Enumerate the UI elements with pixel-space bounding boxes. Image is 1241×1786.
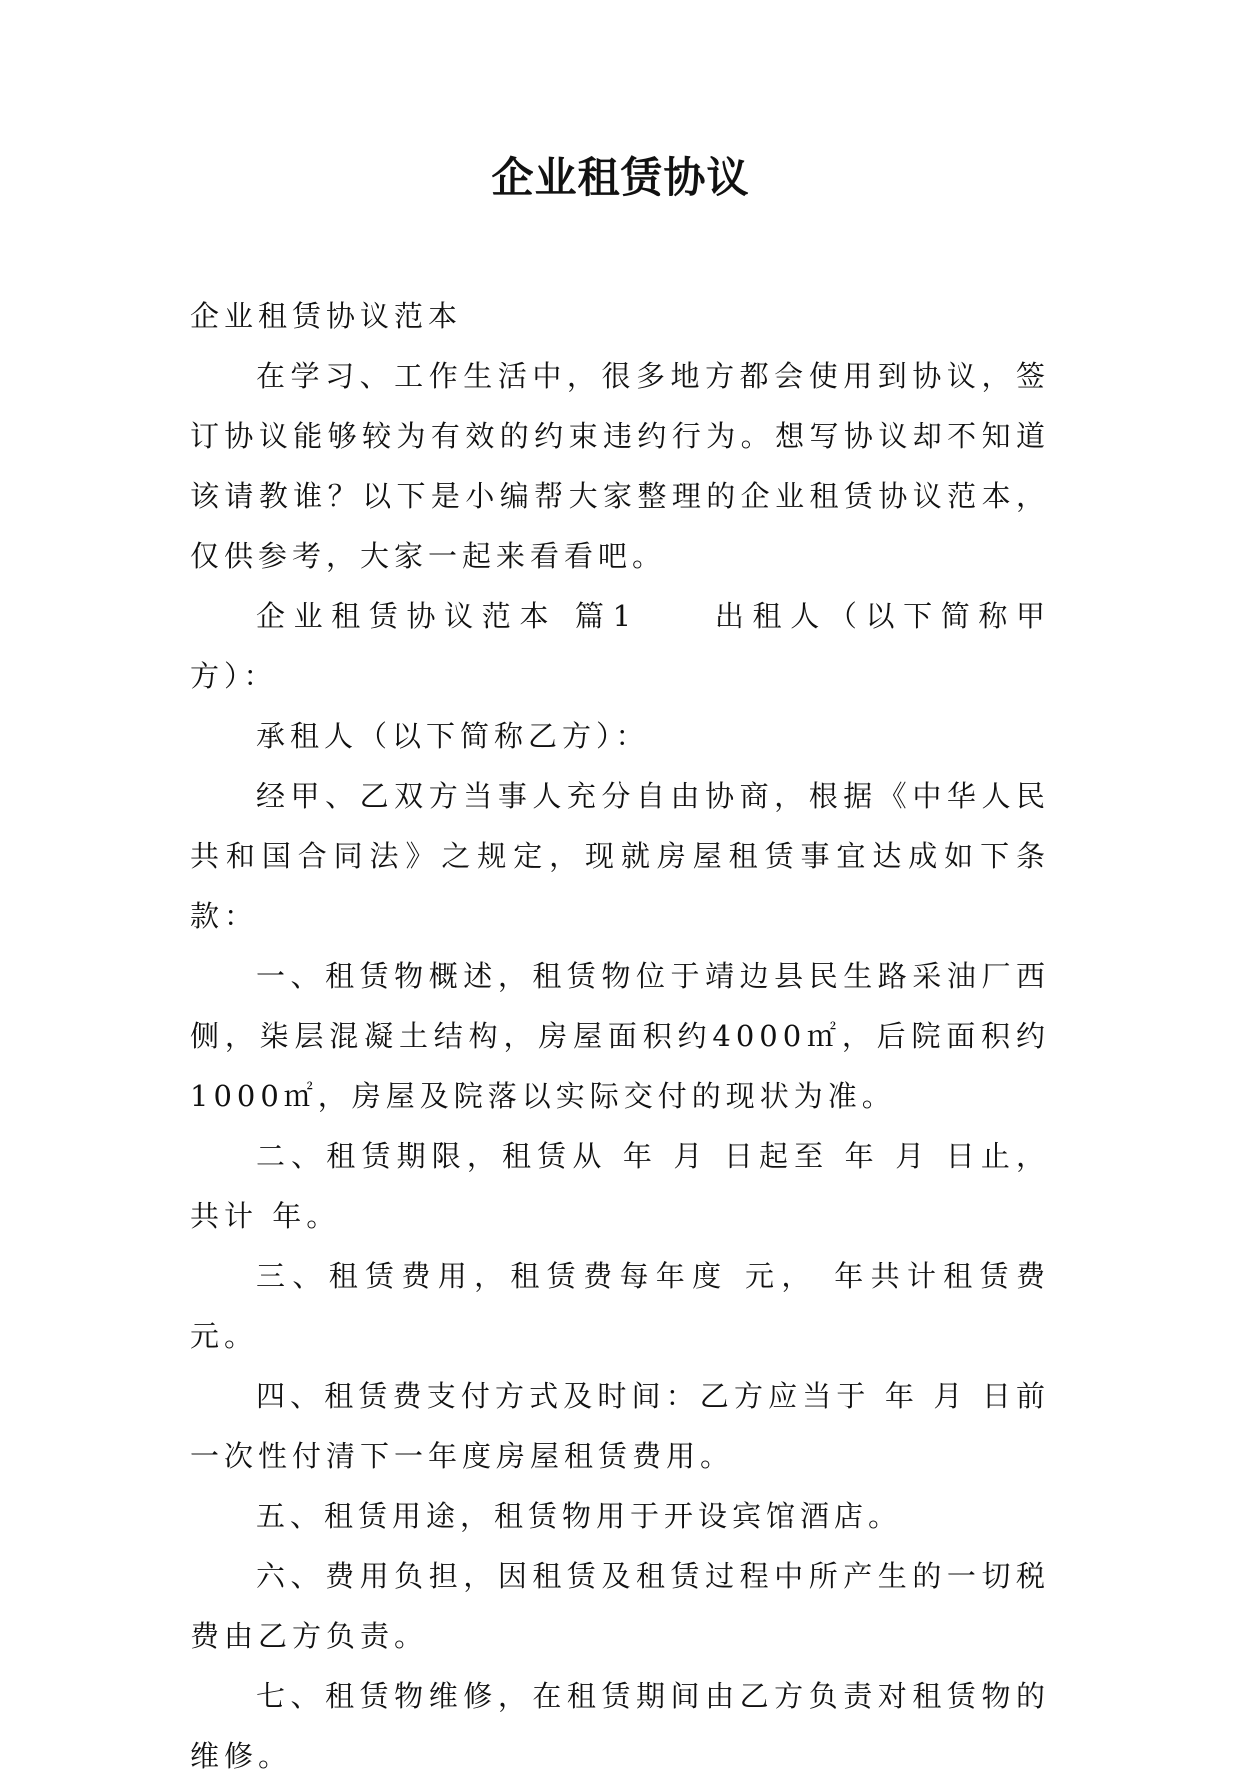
document-body [190, 286, 1050, 1786]
intro-paragraph: 在学习、工作生活中，很多地方都会使用到协议，签订协议能够较为有效的约束违约行为。想写协议却不知道该请教谁？以下是小编帮大家整理的企业租赁协议范本，仅供参考，大家一起来看看吧。 [190, 359, 1050, 573]
subtitle-paragraph: 企业租赁协议范本 [190, 299, 463, 333]
preamble-paragraph: 经甲、乙双方当事人充分自由协商，根据《中华人民共和国合同法》之规定，现就房屋租赁事宜达成如下条款： [190, 779, 1050, 933]
clause-1-paragraph: 一、租赁物概述，租赁物位于靖边县民生路采油厂西侧，柒层混凝土结构，房屋面积约4000㎡，后院面积约1000㎡，房屋及院落以实际交付的现状为准。 [190, 959, 1050, 1113]
clause-6-paragraph: 六、费用负担，因租赁及租赁过程中所产生的一切税费由乙方负责。 [190, 1559, 1050, 1653]
clause-4-paragraph: 四、租赁费支付方式及时间：乙方应当于 年 月 日前一次性付清下一年度房屋租赁费用。 [190, 1379, 1050, 1473]
clause-2-paragraph: 二、租赁期限，租赁从 年 月 日起至 年 月 日止，共计 年。 [190, 1139, 1050, 1233]
lessee-paragraph: 承租人（以下简称乙方）： [256, 719, 650, 753]
document-title: 企业租赁协议 [491, 153, 750, 202]
clause-3-paragraph: 三、租赁费用，租赁费每年度 元， 年共计租赁费 元。 [190, 1259, 1050, 1353]
clause-5-paragraph: 五、租赁用途，租赁物用于开设宾馆酒店。 [256, 1499, 903, 1533]
clause-7-paragraph: 七、租赁物维修，在租赁期间由乙方负责对租赁物的维修。 [190, 1679, 1050, 1773]
section-heading-paragraph: 企业租赁协议范本 篇1 出租人（以下简称甲方）： [190, 599, 1050, 693]
